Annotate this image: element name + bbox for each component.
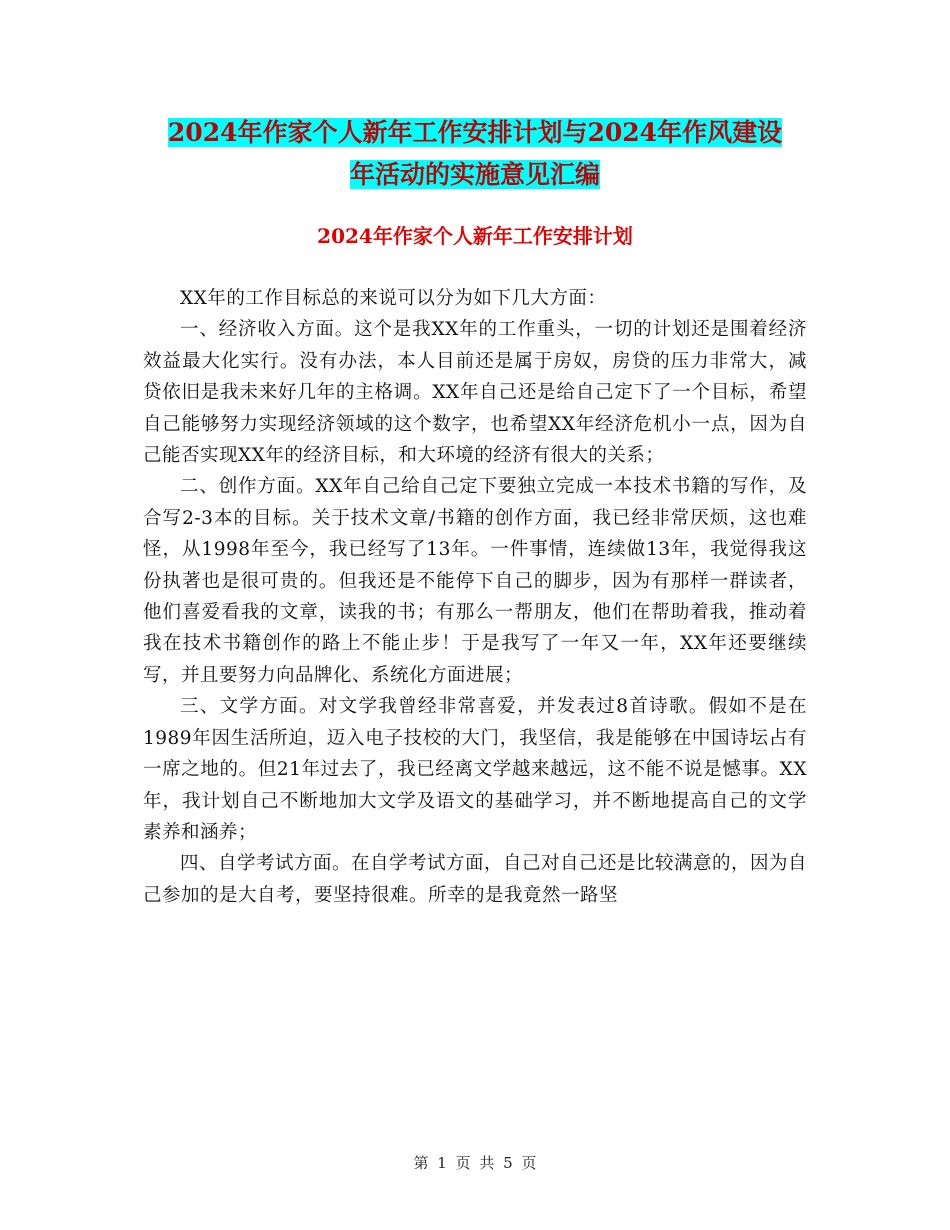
document-title-line2: 年活动的实施意见汇编 (349, 160, 600, 189)
paragraph-intro: XX年的工作目标总的来说可以分为如下几大方面： (180, 288, 607, 309)
document-body (143, 283, 807, 911)
paragraph-writing: 二、创作方面。XX年自己给自己定下要独立完成一本技术书籍的写作，及合写2-3本的目标。关于技术文章/书籍的创作方面，我已经非常厌烦，这也难怪，从1998年至今，我已经写了13年。一件事情，连续做13年，我觉得我这份执著也是很可贵的。但我还是不能停下自己的脚步，因为有那样一群读者，他们喜爱看我的文章，读我的书；有那么一帮朋友，他们在帮助着我，推动着我在技术书籍创作的路上不能止步！于是我写了一年又一年，XX年还要继续写，并且要努力向品牌化、系统化方面进展； (143, 476, 807, 686)
document-title (140, 112, 810, 196)
paragraph-economy: 一、经济收入方面。这个是我XX年的工作重头，一切的计划还是围着经济效益最大化实行。没有办法，本人目前还是属于房奴，房贷的压力非常大，减贷依旧是我未来好几年的主格调。XX年自己还是给自己定下了一个目标，希望自己能够努力实现经济领域的这个数字，也希望XX年经济危机小一点，因为自己能否实现XX年的经济目标，和大环境的经济有很大的关系； (143, 319, 807, 467)
page-footer: 第 1 页 共 5 页 (413, 1154, 537, 1172)
paragraph-self-study: 四、自学考试方面。在自学考试方面，自己对自己还是比较满意的，因为自己参加的是大自考，要坚持很难。所幸的是我竟然一路坚 (143, 853, 808, 906)
paragraph-literature: 三、文学方面。对文学我曾经非常喜爱，并发表过8首诗歌。假如不是在1989年因生活所迫，迈入电子技校的大门，我坚信，我是能够在中国诗坛占有一席之地的。但21年过去了，我已经离文学越来越远，这不能不说是憾事。XX年，我计划自己不断地加大文学及语文的基础学习，并不断地提高自己的文学素养和涵养； (143, 696, 807, 843)
document-title-line1: 2024年作家个人新年工作安排计划与2024年作风建设 (167, 118, 783, 147)
section-title: 2024年作家个人新年工作安排计划 (317, 224, 633, 248)
